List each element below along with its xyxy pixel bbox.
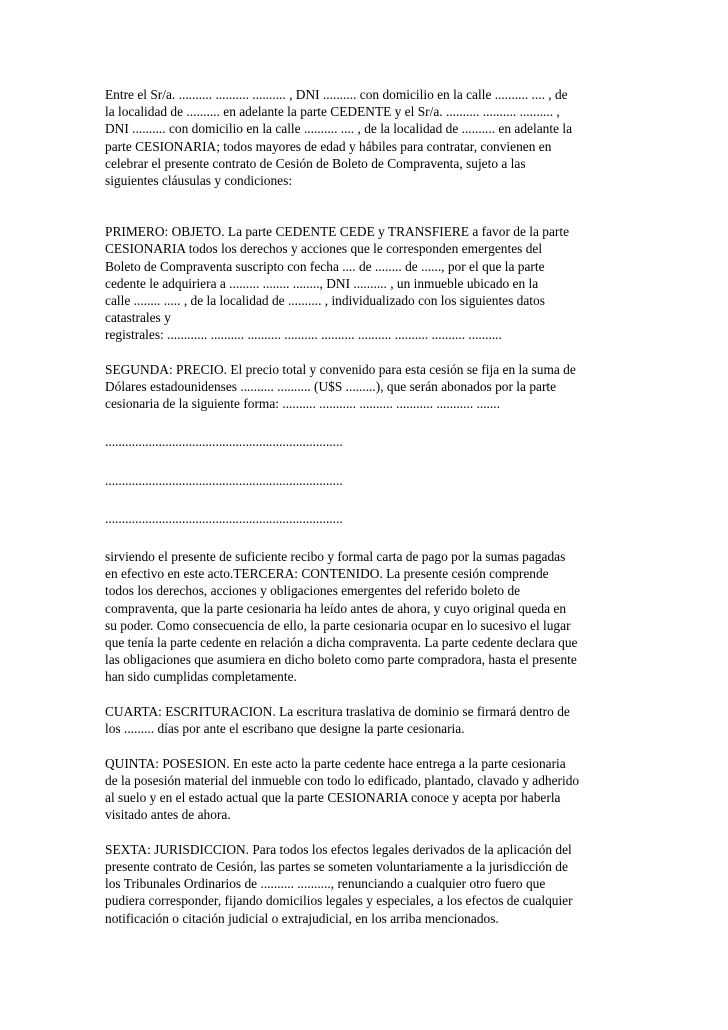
- text-line: cesionaria de la siguiente forma: .......... ........... .......... ........... ........... .......: [105, 396, 500, 412]
- text-line: registrales: ............ .......... .......... .......... .......... .......... .......... .......... ..........: [105, 327, 502, 343]
- text-line: siguientes cláusulas y condiciones:: [105, 172, 293, 188]
- text-line: pudiera corresponder, fijando domicilios legales y especiales, a los efectos de cualquier: [105, 893, 573, 909]
- text-line: notificación o citación judicial o extrajudicial, en los arriba mencionados.: [105, 910, 499, 926]
- text-line: SEXTA: JURISDICCION. Para todos los efectos legales derivados de la aplicación del: [105, 841, 572, 857]
- dotted-line: .......................................................................: [105, 472, 343, 488]
- clause-cuarta: [105, 703, 630, 737]
- dotted-line: .......................................................................: [105, 510, 343, 526]
- text-line: calle ........ ..... , de la localidad de .......... , individualizado con los siguientes datos: [105, 292, 545, 308]
- text-line: SEGUNDA: PRECIO. El precio total y convenido para esta cesión se fija en la suma de: [105, 361, 576, 377]
- intro-paragraph: [105, 86, 630, 189]
- clause-sexta: [105, 841, 630, 927]
- text-line: Dólares estadounidenses .......... .......... (U$S .........), que serán abonados por la parte: [105, 379, 557, 395]
- text-line: al suelo y en el estado actual que la parte CESIONARIA conoce y acepta por haberla: [105, 789, 561, 805]
- text-line: presente contrato de Cesión, las partes se someten voluntariamente a la jurisdicción de: [105, 858, 568, 874]
- text-line: todos los derechos, acciones y obligaciones emergentes del referido boleto de: [105, 583, 521, 599]
- text-line: que tenía la parte cedente en relación a dicha compraventa. La parte cedente declara que: [105, 634, 578, 650]
- text-line: catastrales y: [105, 310, 171, 326]
- text-line: parte CESIONARIA; todos mayores de edad y hábiles para contratar, convienen en: [105, 138, 552, 154]
- text-line: Entre el Sr/a. .......... .......... .......... , DNI .......... con domicilio en la calle .......... .... , de: [105, 87, 568, 102]
- clause-primero: [105, 223, 630, 343]
- clause-tercera: [105, 548, 630, 686]
- text-line: sirviendo el presente de suficiente recibo y formal carta de pago por la sumas pagadas: [105, 548, 566, 564]
- text-line: CESIONARIA todos los derechos y acciones que le corresponden emergentes del: [105, 241, 543, 257]
- text-line: celebrar el presente contrato de Cesión de Boleto de Compraventa, sujeto a las: [105, 155, 526, 171]
- text-line: la localidad de .......... en adelante la parte CEDENTE y el Sr/a. .......... .......... .......... ,: [105, 104, 560, 120]
- text-line: en efectivo en este acto.TERCERA: CONTENIDO. La presente cesión comprende: [105, 566, 549, 582]
- text-line: CUARTA: ESCRITURACION. La escritura traslativa de dominio se firmará dentro de: [105, 703, 570, 719]
- contract-document: [105, 86, 630, 927]
- dotted-line: .......................................................................: [105, 434, 343, 450]
- clause-quinta: [105, 755, 630, 824]
- text-line: visitado antes de ahora.: [105, 807, 231, 823]
- text-line: QUINTA: POSESION. En este acto la parte cedente hace entrega a la parte cesionaria: [105, 755, 566, 771]
- text-line: los Tribunales Ordinarios de .......... .........., renunciando a cualquier otro fuero que: [105, 876, 546, 892]
- clause-segunda: [105, 361, 630, 413]
- text-line: su poder. Como consecuencia de ello, la parte cesionaria ocupar en lo sucesivo el lugar: [105, 617, 571, 633]
- text-line: compraventa, que la parte cesionaria ha leído antes de ahora, y cuyo original queda en: [105, 600, 567, 616]
- text-line: DNI .......... con domicilio en la calle .......... .... , de la localidad de .......... en adelante la: [105, 121, 573, 137]
- text-line: cedente le adquiriera a ......... ........ ........, DNI .......... , un inmueble ubicado en la: [105, 275, 539, 291]
- text-line: han sido cumplidas completamente.: [105, 669, 297, 685]
- text-line: PRIMERO: OBJETO. La parte CEDENTE CEDE y TRANSFIERE a favor de la parte: [105, 224, 570, 240]
- text-line: los ......... días por ante el escribano que designe la parte cesionaria.: [105, 721, 465, 737]
- text-line: Boleto de Compraventa suscripto con fecha .... de ........ de ......, por el que la parte: [105, 258, 545, 274]
- text-line: de la posesión material del inmueble con todo lo edificado, plantado, clavado y adherido: [105, 772, 580, 788]
- payment-dotted-lines: [105, 433, 630, 527]
- text-line: las obligaciones que asumiera en dicho boleto como parte compradora, hasta el presente: [105, 652, 577, 668]
